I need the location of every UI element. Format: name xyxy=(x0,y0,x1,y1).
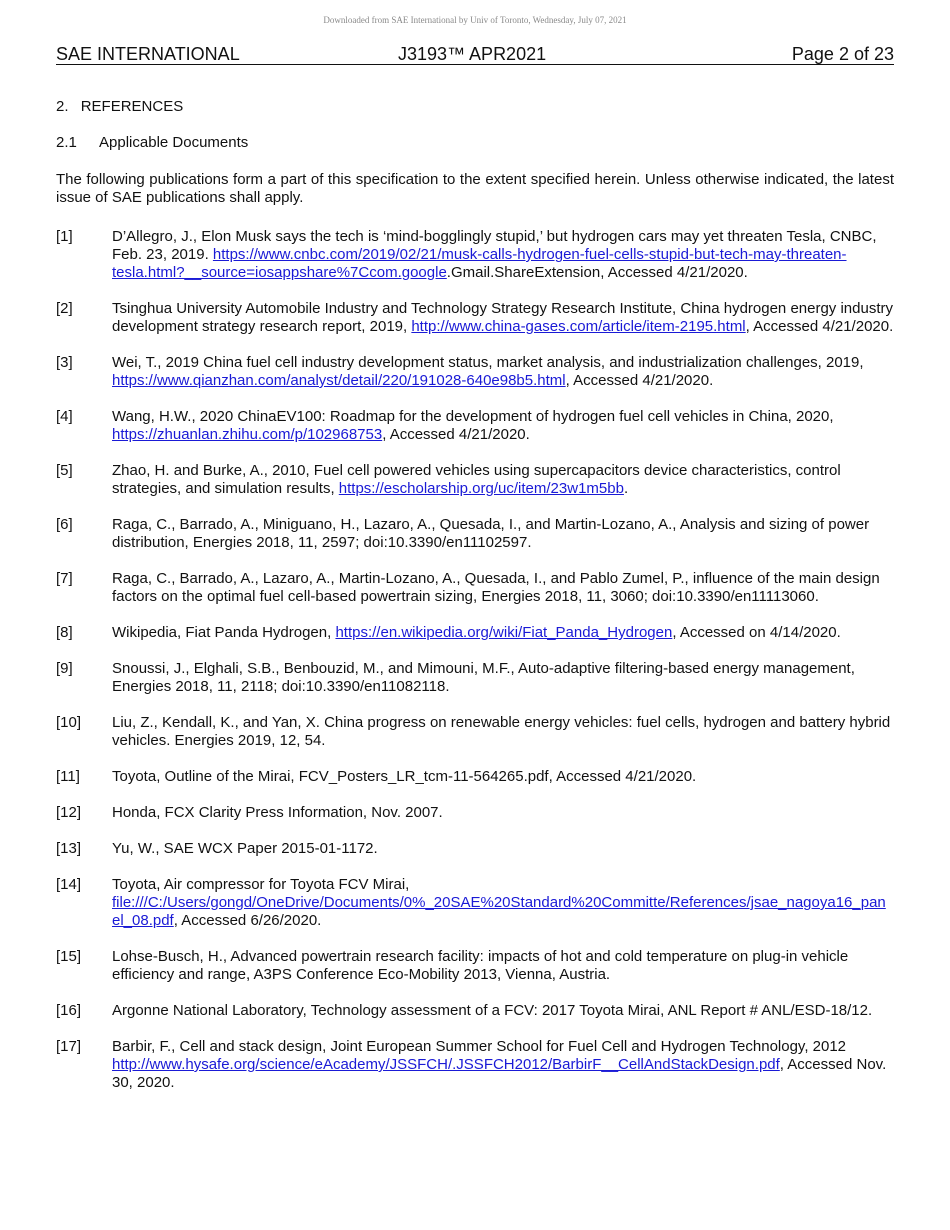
reference-link[interactable]: file:///C:/Users/gongd/OneDrive/Documents/0%_20SAE%20Standard%20Committe/References/jsae_nagoya16_panel_08.pdf xyxy=(112,894,886,929)
reference-number: [10] xyxy=(56,714,82,731)
header-page-number: Page 2 of 23 xyxy=(791,44,894,64)
reference-citation: Argonne National Laboratory, Technology assessment of a FCV: 2017 Toyota Mirai, ANL Report # ANL/ESD-18/12. xyxy=(112,1002,873,1019)
reference-number: [1] xyxy=(56,228,73,245)
reference-item xyxy=(56,1002,894,1020)
reference-number: [12] xyxy=(56,804,82,821)
reference-item xyxy=(56,228,894,282)
reference-item xyxy=(56,768,894,786)
reference-access-note: , Accessed 4/21/2020. xyxy=(745,318,894,335)
reference-text xyxy=(112,300,894,336)
reference-number: [11] xyxy=(56,768,80,785)
reference-number: [16] xyxy=(56,1002,82,1019)
reference-item xyxy=(56,1038,894,1092)
reference-link[interactable]: http://www.hysafe.org/science/eAcademy/JSSFCH/.JSSFCH2012/BarbirF__CellAndStackDesign.pdf xyxy=(112,1056,780,1073)
reference-item xyxy=(56,876,894,930)
reference-access-note: , Accessed on 4/14/2020. xyxy=(672,624,841,641)
reference-text xyxy=(112,462,894,498)
reference-item xyxy=(56,948,894,984)
section-heading xyxy=(56,98,183,116)
reference-citation: Barbir, F., Cell and stack design, Joint European Summer School for Fuel Cell and Hydrogen Technology, 2012 xyxy=(112,1038,847,1055)
reference-item xyxy=(56,570,894,606)
reference-item xyxy=(56,840,894,858)
reference-citation: Wang, H.W., 2020 ChinaEV100: Roadmap for the development of hydrogen fuel cell vehicles in China, 2020, xyxy=(112,408,834,425)
intro-paragraph: The following publications form a part of this specification to the extent specified herein. Unless otherwise indicated, the latest issue of SAE publications shall apply. xyxy=(56,171,894,206)
reference-item xyxy=(56,300,894,336)
reference-number: [7] xyxy=(56,570,73,587)
reference-text xyxy=(112,948,894,984)
reference-text xyxy=(112,714,894,750)
reference-item xyxy=(56,354,894,390)
reference-number: [9] xyxy=(56,660,73,677)
reference-text xyxy=(112,228,894,282)
subsection-title: Applicable Documents xyxy=(99,134,249,151)
section-title: REFERENCES xyxy=(80,98,184,115)
reference-access-note: , Accessed 4/21/2020. xyxy=(565,372,714,389)
reference-number: [17] xyxy=(56,1038,82,1055)
reference-text xyxy=(112,354,894,390)
reference-text xyxy=(112,624,894,642)
reference-citation: Toyota, Air compressor for Toyota FCV Mirai, xyxy=(112,876,410,893)
reference-item xyxy=(56,714,894,750)
reference-text xyxy=(112,1002,894,1020)
reference-text xyxy=(112,768,894,786)
header-document-id: J3193™ APR2021 xyxy=(398,44,547,64)
reference-number: [13] xyxy=(56,840,82,857)
reference-citation: D’Allegro, J., Elon Musk says the tech is ‘mind-bogglingly stupid,’ but hydrogen cars may yet threaten Tesla, CNBC, Feb. 23, 2019. xyxy=(112,228,877,263)
subsection-heading xyxy=(56,134,248,152)
reference-number: [15] xyxy=(56,948,82,965)
section-number: 2. xyxy=(56,98,69,115)
download-watermark: Downloaded from SAE International by Univ of Toronto, Wednesday, July 07, 2021 xyxy=(323,15,627,25)
reference-link[interactable]: https://en.wikipedia.org/wiki/Fiat_Panda_Hydrogen xyxy=(335,624,673,641)
reference-link[interactable]: https://zhuanlan.zhihu.com/p/102968753 xyxy=(112,426,383,443)
reference-citation: Zhao, H. and Burke, A., 2010, Fuel cell powered vehicles using supercapacitors device characteristics, control strategies, and simulation results, xyxy=(112,462,841,497)
reference-citation: Liu, Z., Kendall, K., and Yan, X. China progress on renewable energy vehicles: fuel cells, hydrogen and battery hybrid vehicles. Energies 2019, 12, 54. xyxy=(112,714,891,749)
reference-citation: Snoussi, J., Elghali, S.B., Benbouzid, M., and Mimouni, M.F., Auto-adaptive filtering-based energy management, Energies 2018, 11, 2118; doi:10.3390/en11082118. xyxy=(112,660,855,695)
reference-text xyxy=(112,570,894,606)
reference-text xyxy=(112,660,894,696)
page-header xyxy=(56,44,894,65)
subsection-number: 2.1 xyxy=(56,134,77,151)
reference-citation: Honda, FCX Clarity Press Information, Nov. 2007. xyxy=(112,804,443,821)
reference-citation: Raga, C., Barrado, A., Lazaro, A., Martin-Lozano, A., Quesada, I., and Pablo Zumel, P., influence of the main design factors on the optimal fuel cell-based powertrain sizing, Energies 2018, 11, 3060; doi:10.3390/en11113060. xyxy=(112,570,880,605)
reference-citation: Tsinghua University Automobile Industry and Technology Strategy Research Institute, China hydrogen energy industry development strategy research report, 2019, xyxy=(112,300,893,335)
reference-text xyxy=(112,804,894,822)
reference-access-note: . xyxy=(623,480,629,497)
reference-number: [8] xyxy=(56,624,73,641)
reference-item xyxy=(56,462,894,498)
reference-number: [3] xyxy=(56,354,73,371)
reference-link[interactable]: https://www.cnbc.com/2019/02/21/musk-calls-hydrogen-fuel-cells-stupid-but-tech-may-threaten-tesla.html?__source=iosappshare%7Ccom.google xyxy=(112,246,847,281)
reference-item xyxy=(56,804,894,822)
reference-citation: Yu, W., SAE WCX Paper 2015-01-1172. xyxy=(112,840,378,857)
reference-number: [5] xyxy=(56,462,73,479)
reference-link[interactable]: http://www.china-gases.com/article/item-2195.html xyxy=(411,318,746,335)
reference-access-note: , Accessed 4/21/2020. xyxy=(382,426,530,443)
reference-item xyxy=(56,408,894,444)
reference-text xyxy=(112,840,894,858)
reference-list xyxy=(56,228,894,1110)
reference-item xyxy=(56,624,894,642)
reference-text xyxy=(112,1038,894,1092)
reference-citation: Toyota, Outline of the Mirai, FCV_Posters_LR_tcm-11-564265.pdf, Accessed 4/21/2020. xyxy=(112,768,697,785)
reference-item xyxy=(56,660,894,696)
header-organization: SAE INTERNATIONAL xyxy=(56,44,240,64)
reference-link[interactable]: https://www.qianzhan.com/analyst/detail/220/191028-640e98b5.html xyxy=(112,372,566,389)
reference-access-note: , Accessed 6/26/2020. xyxy=(173,912,322,929)
reference-access-note: .Gmail.ShareExtension, Accessed 4/21/2020. xyxy=(446,264,748,281)
reference-number: [14] xyxy=(56,876,82,893)
reference-citation: Wikipedia, Fiat Panda Hydrogen, xyxy=(112,624,336,641)
reference-link[interactable]: https://escholarship.org/uc/item/23w1m5bb xyxy=(338,480,624,497)
reference-number: [4] xyxy=(56,408,73,425)
reference-number: [2] xyxy=(56,300,73,317)
reference-number: [6] xyxy=(56,516,73,533)
reference-citation: Wei, T., 2019 China fuel cell industry development status, market analysis, and industrialization challenges, 2019, xyxy=(112,354,864,371)
reference-text xyxy=(112,876,894,930)
reference-citation: Raga, C., Barrado, A., Miniguano, H., Lazaro, A., Quesada, I., and Martin-Lozano, A., Analysis and sizing of power distribution, Energies 2018, 11, 2597; doi:10.3390/en11102597. xyxy=(112,516,870,551)
reference-text xyxy=(112,408,894,444)
reference-text xyxy=(112,516,894,552)
reference-access-note: , Accessed Nov. 30, 2020. xyxy=(112,1056,887,1091)
reference-item xyxy=(56,516,894,552)
reference-citation: Lohse-Busch, H., Advanced powertrain research facility: impacts of hot and cold temperature on plug-in vehicle efficiency and range, A3PS Conference Eco-Mobility 2013, Vienna, Austria. xyxy=(112,948,849,983)
